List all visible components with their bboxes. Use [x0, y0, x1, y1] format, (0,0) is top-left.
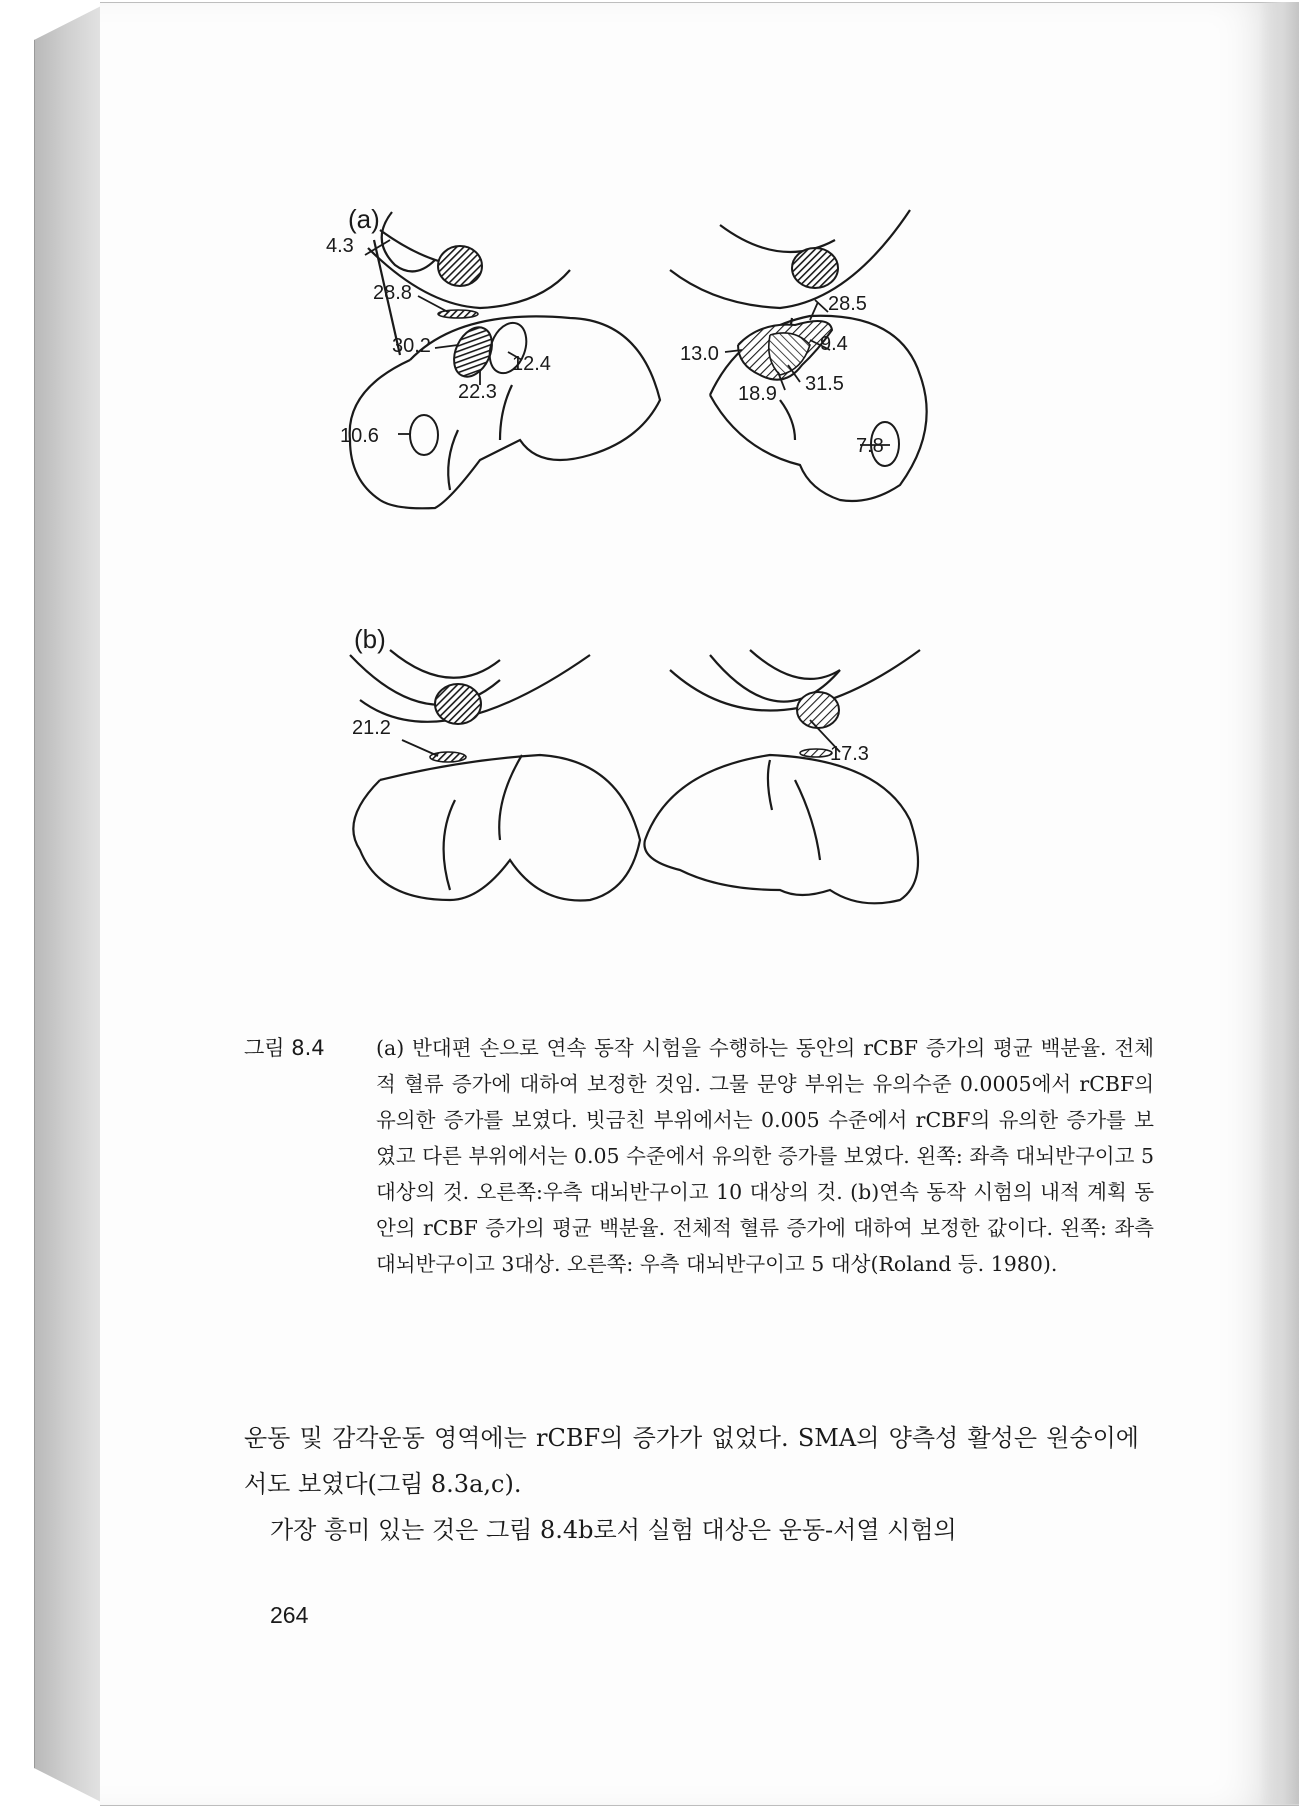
activation-region	[435, 684, 481, 724]
activation-region	[797, 692, 839, 728]
value-label: 10.6	[340, 425, 379, 447]
value-label: 7.8	[856, 435, 884, 457]
panel-b-label: (b)	[354, 624, 386, 654]
page-edge-shadow	[1259, 2, 1299, 1804]
activation-region	[769, 333, 810, 375]
value-label: 13.0	[680, 343, 719, 365]
value-label: 31.5	[805, 373, 844, 395]
value-label: 28.5	[828, 293, 867, 315]
caption-text: (a) 반대편 손으로 연속 동작 시험을 수행하는 동안의 rCBF 증가의 평균 백분율. 전체적 혈류 증가에 대하여 보정한 것임. 그물 문양 부위는 유의수준 0.0005에서 rCBF의 유의한 증가를 보였다. 빗금친 부위에서는 0.005 수준에서 rCBF의 유의한 증가를 보였고 다른 부위에서는 0.05 수준에서 유의한 증가를 보였다. 왼쪽: 좌측 대뇌반구이고 5 대상의 것. 오른쪽:우측 대뇌반구이고 10 대상의 것. (b)연속 동작 시험의 내적 계획 동안의 rCBF 증가의 평균 백분율. 전체적 혈류 증가에 대하여 보정한 값이다. 왼쪽: 좌측 대뇌반구이고 3대상. 오른쪽: 우측 대뇌반구이고 5 대상(Roland 등. 1980).	[376, 1036, 1154, 1276]
body-text	[244, 1415, 1139, 1553]
page-number: 264	[270, 1602, 309, 1628]
activation-region	[410, 415, 438, 455]
value-label: 28.8	[373, 282, 412, 304]
value-label: 9.4	[820, 333, 848, 355]
book-spine	[34, 4, 105, 1804]
activation-region	[800, 749, 832, 757]
value-label: 4.3	[326, 235, 354, 257]
panel-b-right-hemisphere	[644, 650, 920, 903]
panel-b-left-hemisphere	[350, 650, 640, 901]
figure-caption	[244, 1030, 1154, 1282]
value-label: 22.3	[458, 381, 497, 403]
value-label: 17.3	[830, 743, 869, 765]
activation-region	[438, 246, 482, 286]
caption-label: 그림 8.4	[244, 1036, 325, 1060]
value-label: 18.9	[738, 383, 777, 405]
value-leader	[402, 740, 438, 756]
activation-region	[438, 310, 478, 318]
brain-figure	[326, 200, 1060, 1000]
activation-region	[430, 752, 466, 762]
value-label: 21.2	[352, 717, 391, 739]
panel-a-label: (a)	[348, 204, 380, 234]
value-label: 30.2	[392, 335, 431, 357]
paragraph: 가장 흥미 있는 것은 그림 8.4b로서 실험 대상은 운동-서열 시험의	[270, 1516, 957, 1544]
paragraph: 운동 및 감각운동 영역에는 rCBF의 증가가 없었다. SMA의 양측성 활성은 원숭이에서도 보였다(그림 8.3a,c).	[244, 1424, 1139, 1498]
value-label: 12.4	[512, 353, 551, 375]
activation-region	[792, 248, 838, 288]
